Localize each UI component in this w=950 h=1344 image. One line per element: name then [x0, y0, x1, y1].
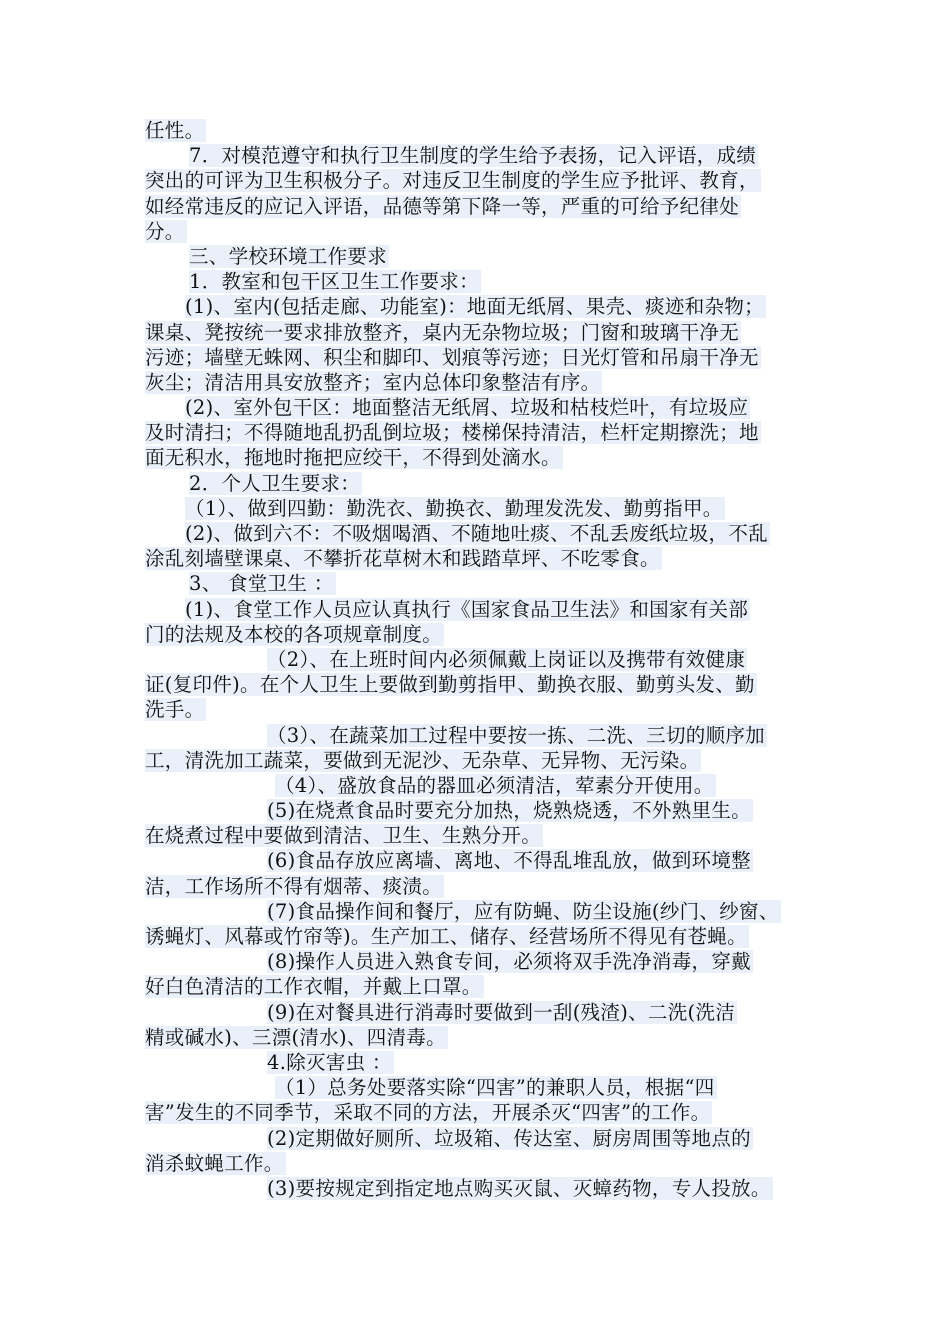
text-line [145, 848, 835, 873]
text-line [145, 723, 835, 748]
text-line [145, 672, 835, 697]
text-line-content: 4.除灭害虫 ： [267, 1050, 392, 1074]
text-line-content: (5)在烧煮食品时要充分加热，烧熟烧透，不外熟里生。 [267, 799, 751, 823]
text-line [145, 622, 835, 647]
text-line [145, 748, 835, 773]
text-line-content: (1)、室内(包括走廊、功能室)：地面无纸屑、果壳、痰迹和杂物； [185, 295, 764, 319]
text-line [145, 773, 835, 798]
text-line [145, 445, 835, 470]
text-line [145, 823, 835, 848]
text-line-content: 面无积水，拖地时拖把应绞干，不得到处滴水。 [145, 446, 561, 470]
text-line-content: (3)要按规定到指定地点购买灭鼠、灭蟑药物，专人投放。 [267, 1176, 771, 1200]
text-line [145, 899, 835, 924]
text-line-content: 精或碱水)、三漂(清水)、四清毒。 [145, 1025, 446, 1049]
text-line [145, 1000, 835, 1025]
text-line [145, 974, 835, 999]
text-line-content: 工，清洗加工蔬菜，要做到无泥沙、无杂草、无异物、无污染。 [145, 748, 700, 772]
text-line [145, 168, 835, 193]
text-line [145, 949, 835, 974]
text-line [145, 219, 835, 244]
text-line [145, 1100, 835, 1125]
text-line [145, 370, 835, 395]
text-line [145, 546, 835, 571]
text-line-content: （1）总务处要落实除“四害”的兼职人员，根据“四 [275, 1076, 715, 1100]
text-line-content: 污迹；墙壁无蛛网、积尘和脚印、划痕等污迹；日光灯管和吊扇干净无 [145, 345, 759, 369]
text-line [145, 395, 835, 420]
text-line-content: 如经常违反的应记入评语，品德等第下降一等，严重的可给予纪律处 [145, 194, 740, 218]
text-line-content: 诱蝇灯、风幕或竹帘等)。生产加工、储存、经营场所不得见有苍蝇。 [145, 925, 747, 948]
text-line [145, 143, 835, 168]
text-line-content: （2）、在上班时间内必须佩戴上岗证以及携带有效健康 [267, 647, 746, 671]
text-line-content: (8)操作人员进入熟食专间，必须将双手洗净消毒，穿戴 [267, 950, 751, 974]
text-line-content: 1．教室和包干区卫生工作要求： [189, 270, 479, 294]
text-line [145, 521, 835, 546]
text-line-content: (7)食品操作间和餐厅，应有防蝇、防尘设施(纱门、纱窗、 [267, 899, 779, 923]
text-line [145, 1151, 835, 1176]
text-line [145, 471, 835, 496]
text-line-content: (2)、室外包干区：地面整洁无纸屑、垃圾和枯枝烂叶，有垃圾应 [185, 396, 749, 420]
text-line [145, 571, 835, 596]
text-line-content: (6)食品存放应离墙、离地、不得乱堆乱放，做到环境整 [267, 849, 751, 873]
text-line-content: 灰尘；清洁用具安放整齐；室内总体印象整洁有序。 [145, 370, 601, 394]
text-line-content: 洁，工作场所不得有烟蒂、痰渍。 [145, 874, 443, 898]
text-line-content: （3）、在蔬菜加工过程中要按一拣、二洗、三切的顺序加 [267, 723, 765, 747]
text-line [145, 1025, 835, 1050]
text-line [145, 118, 835, 143]
text-line [145, 1126, 835, 1151]
text-line [145, 320, 835, 345]
text-line [145, 194, 835, 219]
text-line-content: （4）、盛放食品的器皿必须清洁，荤素分开使用。 [275, 773, 714, 797]
text-line [145, 269, 835, 294]
text-line [145, 1176, 835, 1201]
text-line-content: 及时清扫；不得随地乱扔乱倒垃圾；楼梯保持清洁，栏杆定期擦洗；地 [145, 421, 759, 445]
text-line [145, 798, 835, 823]
text-line-content: 课桌、凳按统一要求排放整齐，桌内无杂物垃圾；门窗和玻璃干净无 [145, 320, 740, 344]
text-line [145, 294, 835, 319]
text-line-content: 门的法规及本校的各项规章制度。 [145, 622, 443, 646]
text-line-content: 好白色清洁的工作衣帽，并戴上口罩。 [145, 975, 482, 999]
text-line [145, 420, 835, 445]
text-line [145, 1075, 835, 1100]
text-line-content: 洗手。 [145, 698, 205, 722]
text-line-content: (2)定期做好厕所、垃圾箱、传达室、厨房周围等地点的 [267, 1126, 751, 1150]
text-line-content: 分。 [145, 219, 185, 243]
text-line-content: 突出的可评为卫生积极分子。对违反卫生制度的学生应予批评、教育， [145, 169, 759, 193]
text-line-content: (1)、食堂工作人员应认真执行《国家食品卫生法》和国家有关部 [185, 597, 749, 621]
text-line-content: 三、学校环境工作要求 [189, 244, 388, 268]
text-line-content: 任性。 [145, 119, 205, 142]
text-line-content: 7．对模范遵守和执行卫生制度的学生给予表扬，记入评语，成绩 [189, 144, 757, 168]
text-line [145, 924, 835, 949]
text-line [145, 647, 835, 672]
text-line [145, 1050, 835, 1075]
text-line-content: 在烧煮过程中要做到清洁、卫生、生熟分开。 [145, 824, 542, 848]
text-line-content: (9)在对餐具进行消毒时要做到一刮(残渣)、二洗(洗洁 [267, 1000, 736, 1024]
text-line-content: (2)、做到六不：不吸烟喝酒、不随地吐痰、不乱丢废纸垃圾，不乱 [185, 522, 768, 545]
text-line-content: 2．个人卫生要求： [189, 471, 361, 495]
text-line-content: 害”发生的不同季节，采取不同的方法，开展杀灭“四害”的工作。 [145, 1101, 711, 1125]
text-line-content: 消杀蚊蝇工作。 [145, 1151, 284, 1175]
text-line [145, 496, 835, 521]
text-line [145, 874, 835, 899]
text-line-content: 涂乱刻墙壁课桌、不攀折花草树木和践踏草坪、不吃零食。 [145, 547, 660, 571]
document-page [145, 118, 835, 1201]
text-line [145, 345, 835, 370]
text-line-content: 证(复印件)。在个人卫生上要做到勤剪指甲、勤换衣服、勤剪头发、勤 [145, 673, 755, 697]
text-line [145, 697, 835, 722]
text-line [145, 244, 835, 269]
text-line-content: （1）、做到四勤：勤洗衣、勤换衣、勤理发洗发、勤剪指甲。 [185, 496, 723, 520]
text-line-content: 3、 食堂卫生 ： [189, 572, 334, 596]
text-line [145, 597, 835, 622]
